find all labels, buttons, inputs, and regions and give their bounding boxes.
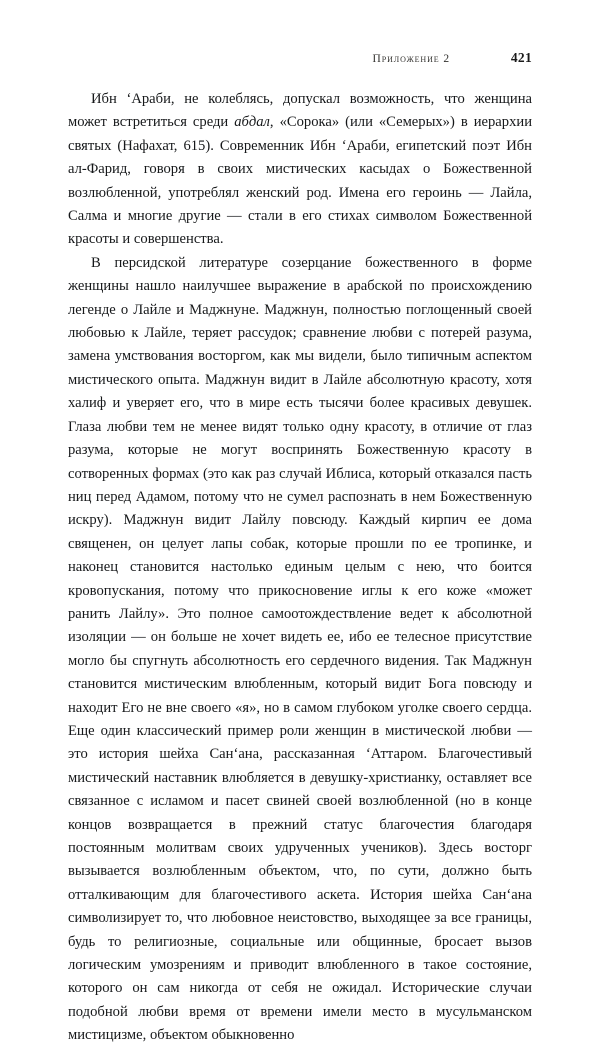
paragraph — [68, 252, 532, 1048]
text-run: Ибн ʻАраби, не колеблясь, допускал возможность, что женщина может встретиться среди — [68, 91, 532, 131]
text-run: В персидской литературе созерцание божественного в форме женщины нашло наилучшее выражение в арабской по происхождению легенде о Лайле и Маджнуне. Маджнун, полностью поглощенный своей любовью к Лайле, теряет рассудок; сравнение любви с потерей разума, замена умствования восторгом, как мы видели, было типичным аспектом мистического опыта. Маджнун видит в Лайле абсолютную красоту, хотя халиф и уверяет его, что в мире есть тысячи более красивых девушек. Глаза любви тем не менее видят только одну красоту, в отличие от глаз разума, которые не могут воспринять Божественную красоту в сотворенных формах (это как раз случай Иблиса, который отказался пасть ниц перед Адамом, потому что не сумел распознать в нем Божественную искру). Маджнун видит Лайлу повсюду. Каждый кирпич ее дома священен, он целует лапы собак, которые прошли по ее тропинке, и наконец становится настолько единым целым с нею, что боится кровопускания, потому что прикосновение иглы к его коже «может ранить Лайлу». Это полное самоотождествление ведет к абсолютной изоляции — он больше не хочет видеть ее, ибо ее телесное присутствие могло бы спугнуть абсолютность его сердечного видения. Так Маджнун становится мистическим влюбленным, который видит Бога повсюду и находит Его не вне своего «я», но в самом глубоком уголке своего сердца. Еще один классический пример роли женщин в мистической любви — это история шейха Санʻана, рассказанная ʻАттаром. Благочестивый мистический наставник влюбляется в девушку-христианку, оставляет все связанное с исламом и пасет свиней своей возлюбленной (но в конце концов возвращается в прежний статус благочестия благодаря постоянным молитвам своих удрученных учеников). Здесь восторг вызывается возлюбленным объектом, что, по сути, должно быть отталкивающим для благочестивого аскета. История шейха Санʻана символизирует то, что любовное неистовство, выходящее за все границы, будь то религиозные, социальные или общинные, бросает вызов логическим умозрениям и приводит влюбленного в такое состояние, которого он сам никогда от себя не ожидал. Исторические случаи подобной любви время от времени имели место в мусульманском мистицизме, объектом обыкновенно — [68, 254, 532, 1044]
running-head-title: Приложение 2 — [372, 53, 450, 65]
paragraph — [68, 88, 532, 252]
page-number: 421 — [510, 50, 532, 65]
text-run: , «Сорока» (или «Семерых») в иерархии святых (Нафахат, 615). Современник Ибн ʻАраби, египетский поэт Ибн ал-Фарид, говоря в своих мистических касыдах о Божественной возлюбленной, употреблял женский род. Имена его героинь — Лайла, Салма и многие другие — стали в его стихах символом Божественной красоты и совершенства. — [68, 114, 533, 248]
body-text-block — [68, 88, 532, 1048]
italic-term: абдал — [234, 114, 270, 131]
running-head — [68, 50, 532, 70]
